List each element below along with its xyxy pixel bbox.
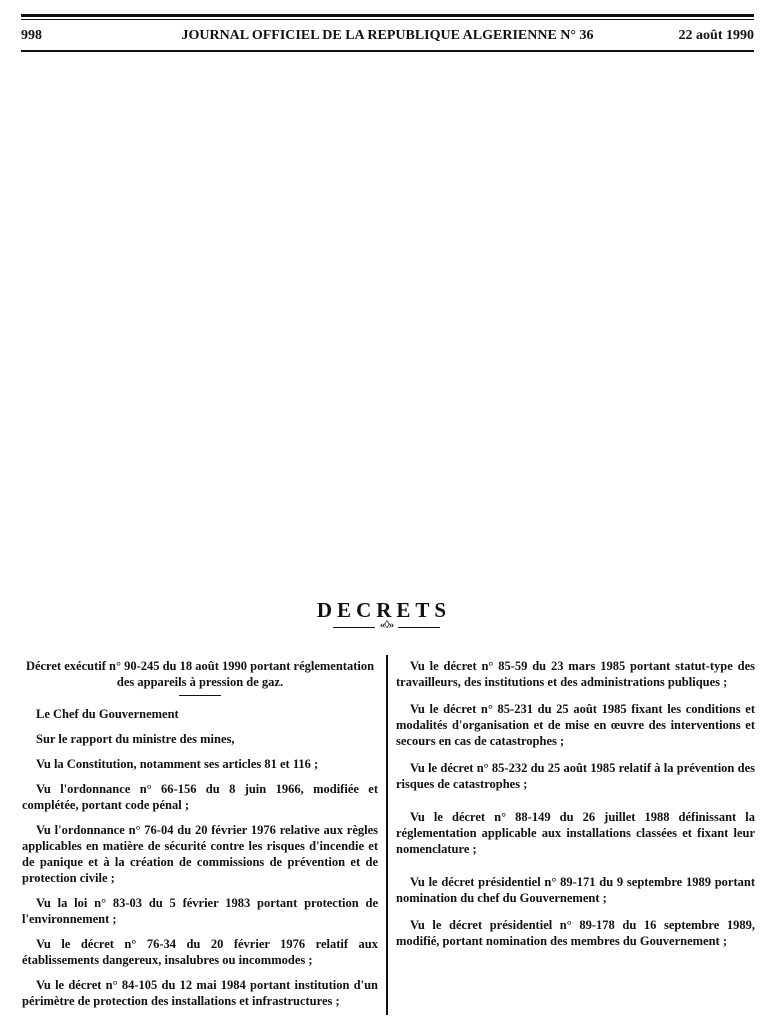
- paragraph: Vu l'ordonnance n° 66-156 du 8 juin 1966, modifiée et complétée, portant code pénal ;: [22, 782, 378, 812]
- paragraph: Vu le décret n° 88-149 du 26 juillet 1988 définissant la réglementation applicable aux installations classées et fixant leur nomenclature ;: [396, 810, 755, 856]
- ornament-mark: «◊»: [379, 619, 394, 631]
- paragraph: Le Chef du Gouvernement: [36, 707, 179, 721]
- paragraph: Vu le décret n° 85-59 du 23 mars 1985 portant statut-type des travailleurs, des institutions et des administrations publiques ;: [396, 659, 755, 689]
- ornament-line-left: [333, 627, 375, 628]
- header-top-thin-rule: [21, 19, 754, 20]
- paragraph: Vu le décret n° 84-105 du 12 mai 1984 portant institution d'un périmètre de protection des installations et infrastructures ;: [22, 978, 378, 1008]
- section-title: DECRETS: [316, 598, 452, 622]
- header-top-rule: [21, 14, 754, 17]
- decree-title-rule: [179, 695, 221, 696]
- header-bottom-rule: [21, 50, 754, 52]
- column-divider: [386, 655, 388, 1015]
- paragraph: Vu l'ordonnance n° 76-04 du 20 février 1976 relative aux règles applicables en matière de sécurité contre les risques d'incendie et de panique et à la création de commissions de prévention et de protection civile ;: [22, 823, 378, 885]
- paragraph: Vu le décret présidentiel n° 89-178 du 16 septembre 1989, modifié, portant nomination des membres du Gouvernement ;: [396, 918, 755, 948]
- paragraph: Vu le décret n° 85-231 du 25 août 1985 fixant les conditions et modalités d'organisation et de mise en œuvre des interventions et secours en cas de catastrophes ;: [396, 702, 755, 748]
- page-number: 998: [21, 28, 42, 43]
- section-ornament: [333, 621, 440, 635]
- ornament-line-right: [398, 627, 440, 628]
- decree-title: Décret exécutif n° 90-245 du 18 août 1990 portant réglementation des appareils à pression de gaz.: [25, 659, 375, 689]
- paragraph: Vu le décret n° 76-34 du 20 février 1976 relatif aux établissements dangereux, insalubres ou incommodes ;: [22, 937, 378, 967]
- page-header: [21, 28, 754, 48]
- paragraph: Vu le décret présidentiel n° 89-171 du 9 septembre 1989 portant nomination du chef du Gouvernement ;: [396, 875, 755, 905]
- paragraph: Sur le rapport du ministre des mines,: [36, 732, 235, 746]
- left-column: [22, 658, 378, 1018]
- paragraph: Vu la loi n° 83-03 du 5 février 1983 portant protection de l'environnement ;: [22, 896, 378, 926]
- paragraph: Vu la Constitution, notamment ses articles 81 et 116 ;: [36, 757, 319, 771]
- journal-title: JOURNAL OFFICIEL DE LA REPUBLIQUE ALGERIENNE N° 36: [181, 28, 594, 43]
- issue-date: 22 août 1990: [678, 28, 754, 43]
- right-column: [396, 658, 755, 960]
- paragraph: Vu le décret n° 85-232 du 25 août 1985 relatif à la prévention des risques de catastrophes ;: [396, 761, 755, 791]
